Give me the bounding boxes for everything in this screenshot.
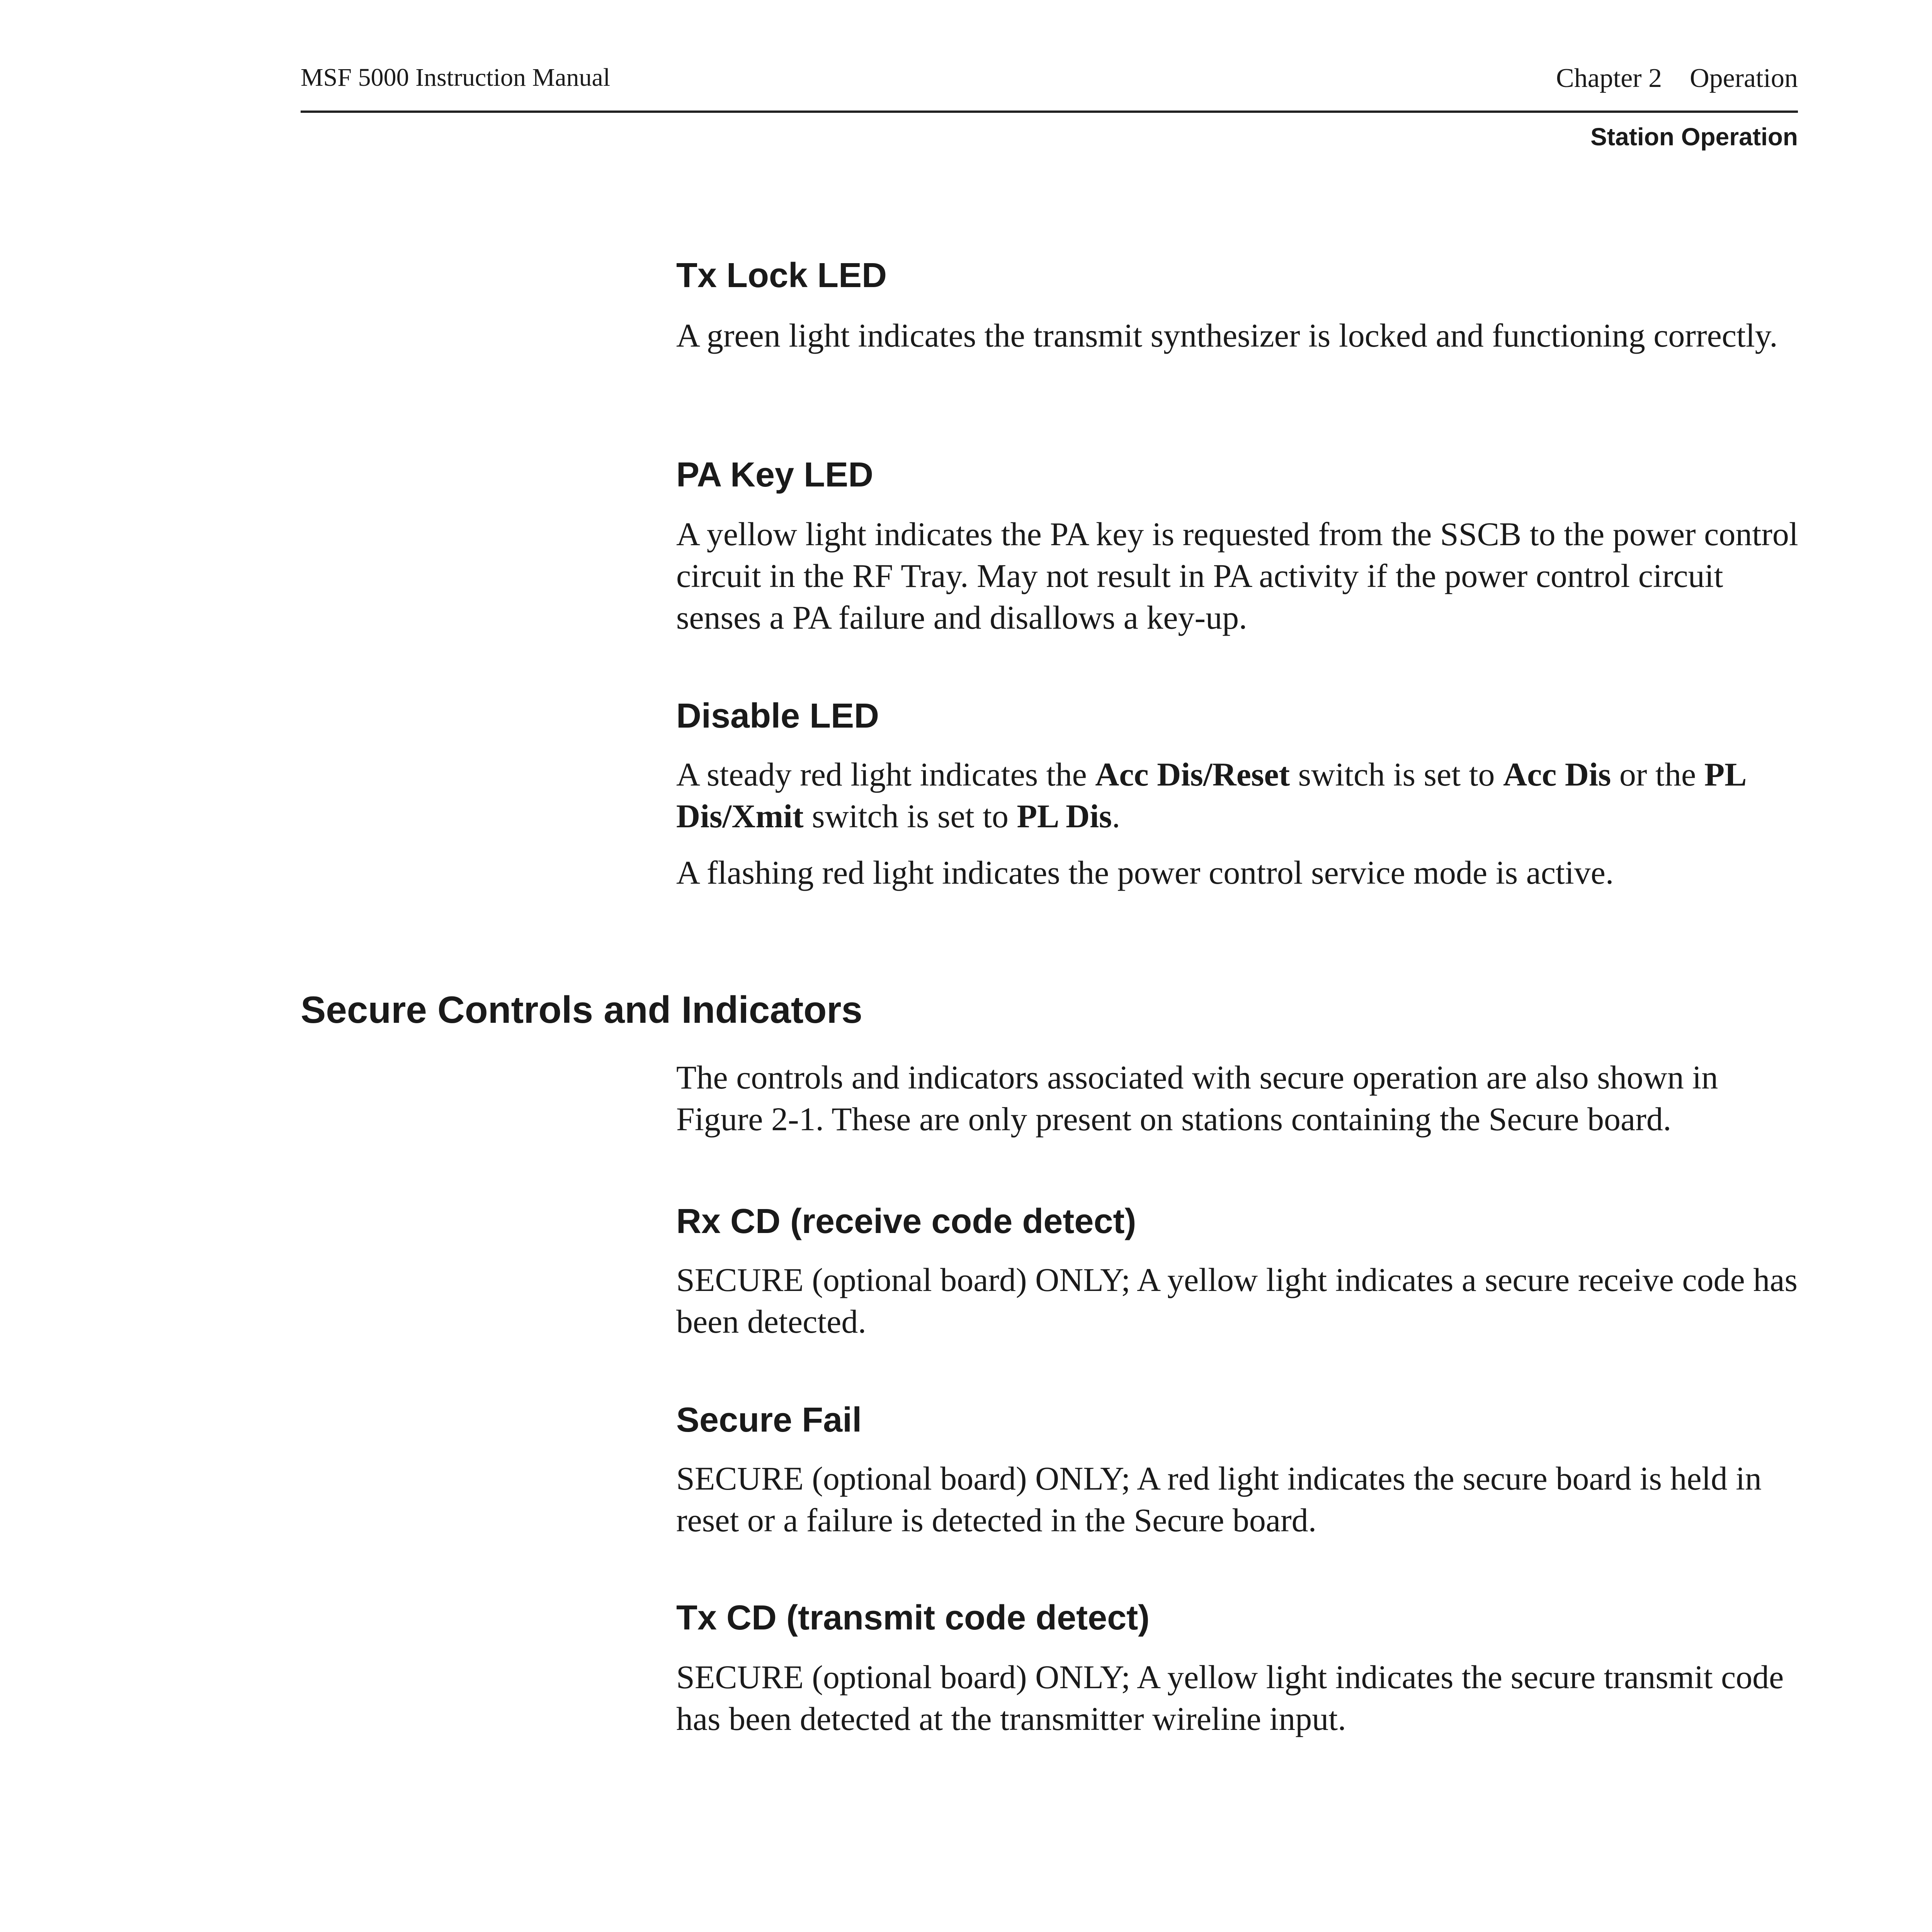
disable-text-segment: A steady red light indicates the <box>676 756 1095 793</box>
tx-cd-heading: Tx CD (transmit code detect) <box>676 1599 1150 1637</box>
secure-fail-heading: Secure Fail <box>676 1401 862 1439</box>
pa-key-heading: PA Key LED <box>676 456 874 494</box>
tx-cd-text: SECURE (optional board) ONLY; A yellow light indicates the secure transmit code has been detected at the transmitter wireline input. <box>676 1658 1784 1737</box>
section-title: Station Operation <box>1590 123 1798 151</box>
manual-title: MSF 5000 Instruction Manual <box>301 63 611 92</box>
acc-dis-setting: Acc Dis <box>1503 756 1611 793</box>
header-rule <box>301 111 1798 113</box>
disable-text-segment: . <box>1112 798 1121 835</box>
rx-cd-heading: Rx CD (receive code detect) <box>676 1202 1136 1241</box>
secure-fail-text: SECURE (optional board) ONLY; A red light indicates the secure board is held in reset or a failure is detected in the Secure board. <box>676 1460 1762 1539</box>
acc-dis-reset-switch-name: Acc Dis/Reset <box>1095 756 1290 793</box>
disable-heading: Disable LED <box>676 697 879 735</box>
chapter-heading <box>1556 65 1798 92</box>
disable-text-segment: switch is set to <box>803 798 1017 835</box>
rx-cd-text: SECURE (optional board) ONLY; A yellow light indicates a secure receive code has been detected. <box>676 1261 1798 1340</box>
pa-key-text: A yellow light indicates the PA key is requested from the SSCB to the power control circuit in the RF Tray. May not result in PA activity if the power control circuit senses a PA failure and disallows a key-up. <box>676 515 1798 636</box>
pl-dis-setting: PL Dis <box>1017 798 1112 835</box>
tx-lock-text: A green light indicates the transmit synthesizer is locked and functioning correctly. <box>676 317 1778 354</box>
chapter-number: Chapter 2 <box>1556 63 1662 93</box>
chapter-title: Operation <box>1690 63 1798 93</box>
disable-text-segment: switch is set to <box>1290 756 1503 793</box>
disable-text-segment: or the <box>1611 756 1704 793</box>
disable-text-2: A flashing red light indicates the power control service mode is active. <box>676 854 1614 891</box>
disable-text-1 <box>676 753 1808 837</box>
secure-section-intro: The controls and indicators associated with secure operation are also shown in Figure 2-1. These are only present on stations containing the Secure board. <box>676 1059 1718 1138</box>
secure-section-heading: Secure Controls and Indicators <box>301 988 862 1031</box>
tx-lock-heading: Tx Lock LED <box>676 256 887 295</box>
pl-dis-xmit-switch-name: PL Dis/Xmit <box>676 756 1745 835</box>
